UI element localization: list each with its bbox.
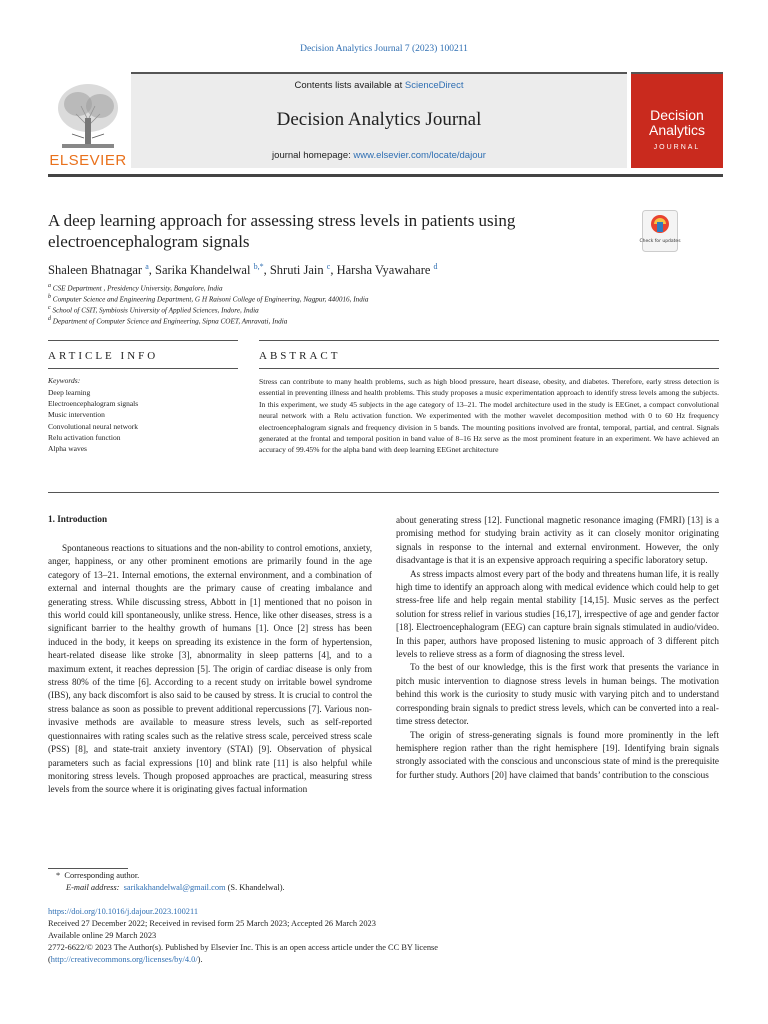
footnote-rule	[48, 868, 128, 869]
affiliation: $^d$ Department of Computer Science and Engineering, Sipna COET, Amravati, India	[48, 316, 288, 326]
keywords-label: Keywords:	[48, 376, 81, 385]
keyword: Relu activation function	[48, 432, 121, 442]
corresponding-footnote: * Corresponding author. E-mail address: sarikakhandelwal@gmail.com (S. Khandelwal).	[56, 871, 285, 892]
abstract-bottom-rule	[48, 492, 719, 493]
keyword: Electroencephalogram signals	[48, 399, 139, 409]
license-line: (http://creativecommons.org/licenses/by/4.0/).	[48, 955, 203, 964]
abstract-heading: ABSTRACT	[259, 350, 341, 362]
author-name[interactable]: Sarika Khandelwal	[155, 263, 251, 278]
abstract-rule	[259, 368, 719, 369]
cover-title: Decision Analytics	[648, 107, 706, 138]
header-rule	[48, 174, 723, 177]
email-link[interactable]: sarikakhandelwal@gmail.com	[123, 883, 226, 892]
article-info-heading: ARTICLE INFO	[48, 350, 159, 362]
section-heading-introduction: 1. Introduction	[48, 514, 108, 524]
abstract-rule	[259, 340, 719, 341]
body-paragraph: The origin of stress-generating signals is found more prominently in the left hemisphere region rather than the right hemisphere [19]. Identifying brain signals strongly associated with the conscious and unconscious state of mind is the prerequisite for further study. Authors [20] have claimed that bands’ contribution to the conscious	[396, 729, 719, 780]
keyword: Music intervention	[48, 410, 105, 420]
keyword: Deep learning	[48, 388, 91, 397]
publication-info	[48, 906, 728, 966]
license-text: 2772-6622/© 2023 The Author(s). Published by Elsevier Inc. This is an open access article under the CC BY license	[48, 943, 438, 952]
body-paragraph: To the best of our knowledge, this is the first work that presents the variance in pitch music intervention to diagnose stress levels in human beings. The motivation behind this work is the curiosity to study music with varying pitch and to understand corresponding brain signals to predict stress levels, which can be converted into a real-time stress detector.	[396, 662, 719, 727]
affiliation: $^a$ CSE Department , Presidency University, Bangalore, India	[48, 283, 223, 293]
article-title: A deep learning approach for assessing stress levels in patients using electroencephalogram signals	[48, 211, 516, 251]
journal-name: Decision Analytics Journal	[276, 109, 482, 130]
author-affiliation-mark[interactable]: d	[433, 262, 438, 271]
author-name[interactable]: Harsha Vyawahare	[336, 263, 431, 278]
online-date: Available online 29 March 2023	[48, 931, 157, 940]
doi-link[interactable]: https://doi.org/10.1016/j.dajour.2023.100211	[48, 907, 199, 916]
affiliation: $^b$ Computer Science and Engineering Department, G H Raisoni College of Engineering, Nagpur, 440016, India	[48, 294, 369, 304]
author-name[interactable]: Shruti Jain	[269, 263, 324, 278]
article-info-rule	[48, 340, 238, 341]
affiliation: $^c$ School of CSIT, Symbiosis University of Applied Sciences, Indore, India	[48, 305, 259, 315]
keyword: Alpha waves	[48, 444, 87, 454]
homepage-link[interactable]: www.elsevier.com/locate/dajour	[353, 150, 486, 161]
body-column-right	[396, 514, 719, 782]
journal-cover	[631, 72, 723, 168]
author-affiliation-mark[interactable]: a	[145, 262, 149, 271]
author-affiliation-mark[interactable]: c	[326, 262, 331, 271]
license-link[interactable]: http://creativecommons.org/licenses/by/4.0/	[50, 955, 198, 964]
badge-label: Check for updates	[639, 239, 681, 244]
received-dates: Received 27 December 2022; Received in revised form 25 March 2023; Accepted 26 March 2023	[48, 919, 376, 928]
article-info-rule	[48, 368, 238, 369]
abstract-text: Stress can contribute to many health problems, such as high blood pressure, heart disease, obesity, and diabetes. Therefore, early stress detection is essential in preventing illness and health problems. This study proposes a music experimentation approach to identify stress levels among the subjects. In this experiment, we study 45 subjects in the age category of 13–21. The model architecture used in the study is EEGnet, a compact convolutional neural network with a Relu activation function. We experimented with the mother wavelet decomposition method with 0 to 60 Hz frequency electroencephalogram signals and frequency division in 5 bands. The mounting positions involved are frontal, temporal, partial, and central. Signals generated at the frontal and temporal position in band value of 8–16 Hz serve as the most prominent feature in an experiment. We have achieved an accuracy of 99.45% for the alpha band with deep learning EEGnet architecture	[259, 377, 719, 455]
keyword: Convolutional neural network	[48, 421, 138, 431]
body-column-left	[48, 542, 372, 797]
elsevier-wordmark: ELSEVIER	[49, 152, 127, 169]
author-list: Shaleen Bhatnagar $^a$, Sarika Khandelwal $^{b,*}$, Shruti Jain $^c$, Harsha Vyawahare $^d$	[48, 262, 438, 278]
body-paragraph: Spontaneous reactions to situations and the non-ability to control emotions, anxiety, anger, happiness, or any other prominent emotions are primarily found in the age category of 13–21. Internal emotions, the external environment, and a combination of external and internal thoughts are the primary cause of creating imbalance and generating stress. While discussing stress, Abbott in [1] mentioned that no poison in this world could kill spontaneously, unlike stress. Hence, like other diseases, stress is a significant barrier to the healthy growth of humans [1]. Once [2] stress has been induced in the body, it keeps on spreading its existence in the form of hypertension, heart-related disease like stroke [3], abnormality in sleep patterns [4], and to a maximum extent, it reaches depression [5]. The origin of cardiac disease is only from stress 80% of the time [6]. According to a recent study on irritable bowel syndrome (IBS), any back discomfort is also said to be caused by stress. It is crucial to control the stress balance as soon as possible to prevent additional repercussions [7]. Various non-invasive methods are available to measure stress levels, such as self-reported questionnaires with rating scales such as the relative stress scale, perceived stress scale (PSS) [8], and state-trait anxiety inventory (STAI) [9]. Observation of physical parameters such as facial expressions [10] and blink rate [11] is also helpful while monitoring stress levels. Though proposed approaches are practical, measuring stress levels from the source where it is originating gives factual information	[48, 543, 372, 795]
body-paragraph: As stress impacts almost every part of the body and threatens human life, it is really high time to identify an approach along with medical evidence which could help to get stress-free life and help regain mental stability [14,15]. Music serves as the perfect solution for stress relief in various studies [16,17], irrespective of age and gender factor [18]. Electroencephalogram (EEG) can capture brain signals stimulated in audio/video. In this paper, authors have proposed listening to music approach of 3 different pitch levels to relieve stress as a form of diagnosing the stress level.	[396, 568, 719, 660]
keywords-list	[48, 387, 238, 454]
cover-subtitle: JOURNAL	[653, 144, 701, 151]
homepage-line: journal homepage: www.elsevier.com/locate/dajour	[272, 150, 486, 161]
check-for-updates-badge[interactable]	[639, 210, 681, 252]
author-name[interactable]: Shaleen Bhatnagar	[48, 263, 143, 278]
journal-citation-link[interactable]: Decision Analytics Journal 7 (2023) 100211	[300, 44, 468, 54]
body-paragraph: about generating stress [12]. Functional magnetic resonance imaging (FMRI) [13] is a promising method for studying brain activity as it can closely monitor originating signals in response to the internal and external environment. However, the only disadvantage is that it is an expensive approach requiring a specific laboratory setup.	[396, 515, 719, 566]
contents-line: Contents lists available at ScienceDirect	[294, 80, 464, 91]
author-affiliation-mark[interactable]: b,*	[253, 262, 264, 271]
sciencedirect-link[interactable]: ScienceDirect	[404, 80, 464, 91]
